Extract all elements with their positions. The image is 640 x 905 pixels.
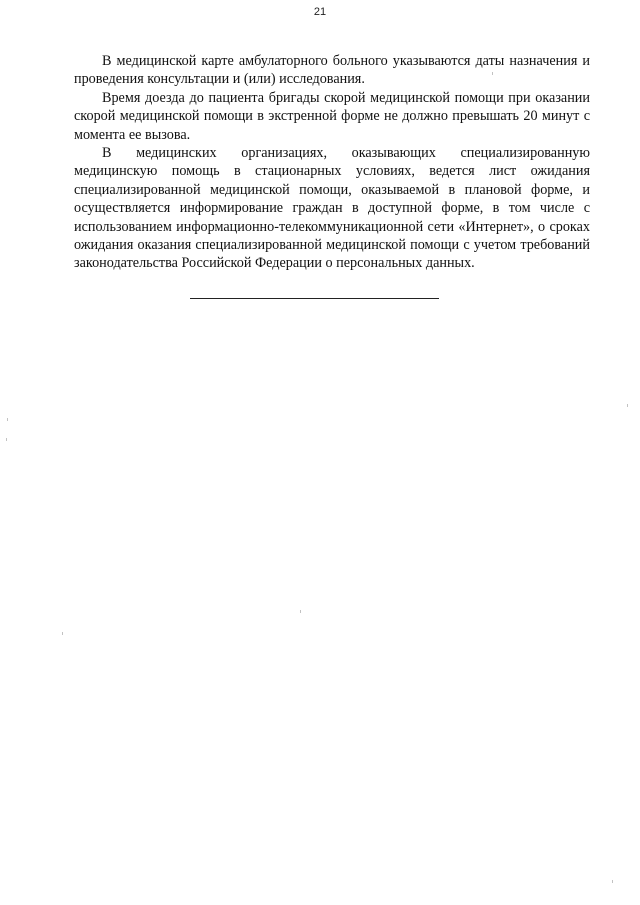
page-number: 21: [313, 6, 327, 18]
paragraph-medical-card: В медицинской карте амбулаторного больного указываются даты назначения и проведения консультации и (или) исследования.: [74, 53, 590, 88]
document-body: [74, 52, 590, 273]
scan-speck: [300, 610, 301, 613]
paragraph-ambulance-time: Время доезда до пациента бригады скорой медицинской помощи при оказании скорой медицинской помощи в экстренной форме не должно превышать 20 минут с момента ее вызова.: [74, 89, 590, 143]
scan-speck: [6, 438, 7, 441]
scan-speck: [627, 404, 628, 407]
scan-speck: [62, 632, 63, 635]
scan-speck: [492, 72, 493, 75]
scan-speck: [7, 418, 8, 421]
end-of-text-rule: [190, 298, 439, 299]
scan-speck: [612, 880, 613, 883]
paragraph-waiting-list: В медицинских организациях, оказывающих специализированную медицинскую помощь в стационарных условиях, ведется лист ожидания специализированной медицинской помощи, оказываемой в плановой форме, и осуществляется информирование граждан в доступной форме, в том числе с использованием информационно-телекоммуникационной сети «Интернет», о сроках ожидания оказания специализированной медицинской помощи с учетом требований законодательства Российской Федерации о персональных данных.: [74, 145, 590, 272]
